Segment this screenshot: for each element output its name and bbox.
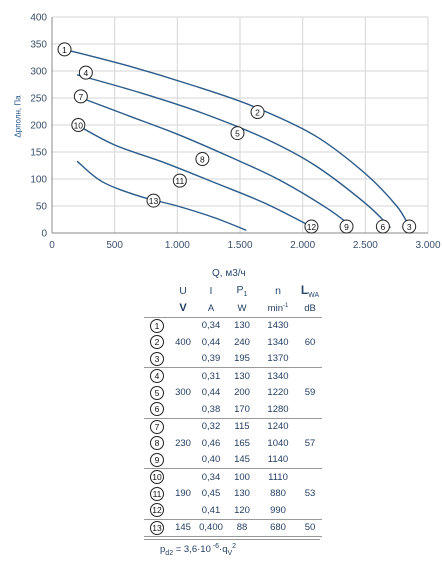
marker-label: 5 xyxy=(235,128,240,139)
x-tick-label: 500 xyxy=(106,240,124,251)
cell-u xyxy=(170,368,196,385)
marker-label: 1 xyxy=(62,44,67,55)
cell-u: 230 xyxy=(175,437,191,449)
cell-u: 300 xyxy=(175,387,191,399)
header-lw: $L_{WA}$ xyxy=(300,282,320,300)
cell-p: 120 xyxy=(234,504,250,516)
table-row xyxy=(144,368,322,385)
header-n: n xyxy=(275,285,281,297)
curve-marker-4 xyxy=(79,66,92,79)
cell-n: 1340 xyxy=(258,368,298,385)
cell-u: 400 xyxy=(175,336,191,348)
row-number: 1 xyxy=(150,319,164,333)
cell-p: 240 xyxy=(234,336,250,348)
marker-label: 10 xyxy=(73,120,84,131)
curve-marker-10 xyxy=(72,119,85,132)
curve-marker-3 xyxy=(403,220,416,233)
cell-u xyxy=(170,452,196,469)
marker-label: 3 xyxy=(406,222,412,233)
curve-marker-5 xyxy=(231,127,244,140)
cell-n: 1370 xyxy=(267,353,289,365)
cell-n: 990 xyxy=(270,504,286,516)
curve-marker-6 xyxy=(376,220,389,233)
table-row xyxy=(144,385,322,402)
table-row xyxy=(144,502,322,519)
header-p: $P_1$ xyxy=(236,283,248,299)
marker-label: 8 xyxy=(200,154,205,165)
x-tick-label: 2.000 xyxy=(290,240,316,251)
cell-p: 130 xyxy=(226,368,258,385)
table-header-row xyxy=(144,282,322,300)
formula-divider xyxy=(144,539,320,540)
x-tick-label: 2.500 xyxy=(352,240,378,251)
cell-i: 0,40 xyxy=(201,454,221,466)
y-tick-label: 150 xyxy=(30,147,47,159)
cell-lw xyxy=(298,452,322,469)
marker-label: 4 xyxy=(83,68,89,79)
cell-lw: 60 xyxy=(304,336,316,348)
unit-u: V xyxy=(170,300,196,317)
table-row xyxy=(144,334,322,351)
cell-lw xyxy=(298,317,322,334)
y-tick-label: 0 xyxy=(41,228,47,240)
cell-lw xyxy=(298,401,322,418)
table-row xyxy=(144,519,322,537)
cell-p: 200 xyxy=(234,387,250,399)
row-number: 12 xyxy=(150,503,164,517)
cell-i: 0,31 xyxy=(196,368,226,385)
series-line-10 xyxy=(77,125,315,229)
row-number: 4 xyxy=(150,369,164,383)
x-tick-label: 3.000 xyxy=(415,240,441,251)
cell-lw: 53 xyxy=(304,488,316,500)
cell-u xyxy=(170,317,196,334)
curve-marker-12 xyxy=(305,220,318,233)
table-body xyxy=(144,317,322,537)
y-tick-label: 100 xyxy=(30,174,47,186)
cell-n: 1240 xyxy=(258,418,298,435)
y-tick-label: 200 xyxy=(30,120,47,132)
cell-i: 0,45 xyxy=(201,488,221,500)
y-tick-label: 300 xyxy=(30,66,47,78)
table-row xyxy=(144,452,322,469)
header-u: U xyxy=(179,285,187,297)
cell-p: 88 xyxy=(226,519,258,537)
cell-u xyxy=(170,418,196,435)
cell-i: 0,39 xyxy=(201,353,221,365)
cell-u xyxy=(170,351,196,368)
cell-n: 1140 xyxy=(267,454,289,466)
cell-lw xyxy=(298,418,322,435)
unit-n: $\min^{-1}$ xyxy=(258,300,298,317)
cell-n: 1280 xyxy=(267,403,289,415)
cell-p: 165 xyxy=(234,437,250,449)
table-units-row xyxy=(144,300,322,317)
y-tick-label: 400 xyxy=(30,12,47,24)
curve-marker-13 xyxy=(147,194,160,207)
curve-marker-8 xyxy=(196,153,209,166)
row-number: 9 xyxy=(150,453,164,467)
cell-p: 195 xyxy=(234,353,250,365)
cell-lw: 57 xyxy=(304,437,316,449)
series-line-7 xyxy=(77,96,353,227)
marker-label: 11 xyxy=(175,176,185,187)
table-row xyxy=(144,317,322,334)
curve-marker-2 xyxy=(251,106,264,119)
x-tick-label: 1.000 xyxy=(164,240,190,251)
series-line-13 xyxy=(77,161,246,230)
row-number: 10 xyxy=(150,470,164,484)
row-number: 5 xyxy=(150,386,164,400)
marker-label: 9 xyxy=(344,222,349,233)
cell-p: 130 xyxy=(234,320,250,332)
cell-n: 680 xyxy=(258,519,298,537)
cell-i: 0,46 xyxy=(201,437,221,449)
cell-i: 0,44 xyxy=(201,336,221,348)
cell-p: 100 xyxy=(226,469,258,486)
cell-u: 145 xyxy=(170,519,196,537)
cell-u xyxy=(170,469,196,486)
table-row xyxy=(144,418,322,435)
table-row xyxy=(144,401,322,418)
unit-p: W xyxy=(226,300,258,317)
header-i: I xyxy=(209,285,213,297)
curve-marker-11 xyxy=(173,174,186,187)
cell-i: 0,41 xyxy=(201,504,221,516)
row-number: 13 xyxy=(150,521,164,535)
y-axis-label: Δpполн, Па xyxy=(13,95,23,138)
cell-i: 0,34 xyxy=(201,320,221,332)
cell-n: 880 xyxy=(270,488,286,500)
table-row xyxy=(144,351,322,368)
cell-lw: 59 xyxy=(304,387,316,399)
cell-u: 190 xyxy=(175,488,191,500)
cell-p: 115 xyxy=(226,418,258,435)
curve-marker-7 xyxy=(74,90,87,103)
cell-i: 0,32 xyxy=(196,418,226,435)
table-row xyxy=(144,435,322,452)
cell-lw: 50 xyxy=(298,519,322,537)
formula: $p_{d2} = 3,6\cdot 10$ $^{-6}\cdot q_V^2$ xyxy=(160,543,237,558)
row-number: 6 xyxy=(150,402,164,416)
cell-n: 1430 xyxy=(267,320,289,332)
y-tick-label: 50 xyxy=(35,201,47,213)
row-number: 11 xyxy=(150,487,164,501)
cell-u xyxy=(170,401,196,418)
x-axis-label: Q, м3/ч xyxy=(212,268,246,279)
marker-label: 6 xyxy=(380,222,386,233)
cell-i: 0,44 xyxy=(201,387,221,399)
y-tick-label: 250 xyxy=(30,93,47,105)
cell-i: 0,400 xyxy=(196,519,226,537)
unit-lw: dB xyxy=(298,300,322,317)
cell-u xyxy=(170,502,196,519)
y-tick-label: 350 xyxy=(30,39,47,51)
row-number: 7 xyxy=(150,420,164,434)
curve-marker-1 xyxy=(58,43,71,56)
marker-label: 13 xyxy=(148,196,159,207)
chart-grid xyxy=(52,17,428,233)
marker-label: 12 xyxy=(306,222,317,233)
row-number: 2 xyxy=(150,335,164,349)
row-number: 3 xyxy=(150,352,164,366)
x-tick-label: 1.500 xyxy=(227,240,253,251)
table-row xyxy=(144,469,322,486)
cell-p: 170 xyxy=(234,403,250,415)
curve-marker-9 xyxy=(340,220,353,233)
cell-i: 0,34 xyxy=(196,469,226,486)
unit-i: A xyxy=(196,300,226,317)
performance-table xyxy=(144,282,322,537)
row-number: 8 xyxy=(150,436,164,450)
cell-lw xyxy=(298,351,322,368)
cell-n: 1340 xyxy=(267,336,289,348)
marker-label: 2 xyxy=(255,107,260,118)
x-tick-label: 0 xyxy=(49,240,55,251)
table-row xyxy=(144,486,322,503)
cell-lw xyxy=(298,368,322,385)
cell-n: 1110 xyxy=(258,469,298,486)
cell-n: 1040 xyxy=(267,437,289,449)
cell-p: 145 xyxy=(234,454,250,466)
fan-curve-chart xyxy=(0,0,442,262)
cell-p: 130 xyxy=(234,488,250,500)
cell-n: 1220 xyxy=(267,387,289,399)
cell-i: 0,38 xyxy=(201,403,221,415)
cell-lw xyxy=(298,502,322,519)
cell-lw xyxy=(298,469,322,486)
marker-label: 7 xyxy=(78,91,84,102)
